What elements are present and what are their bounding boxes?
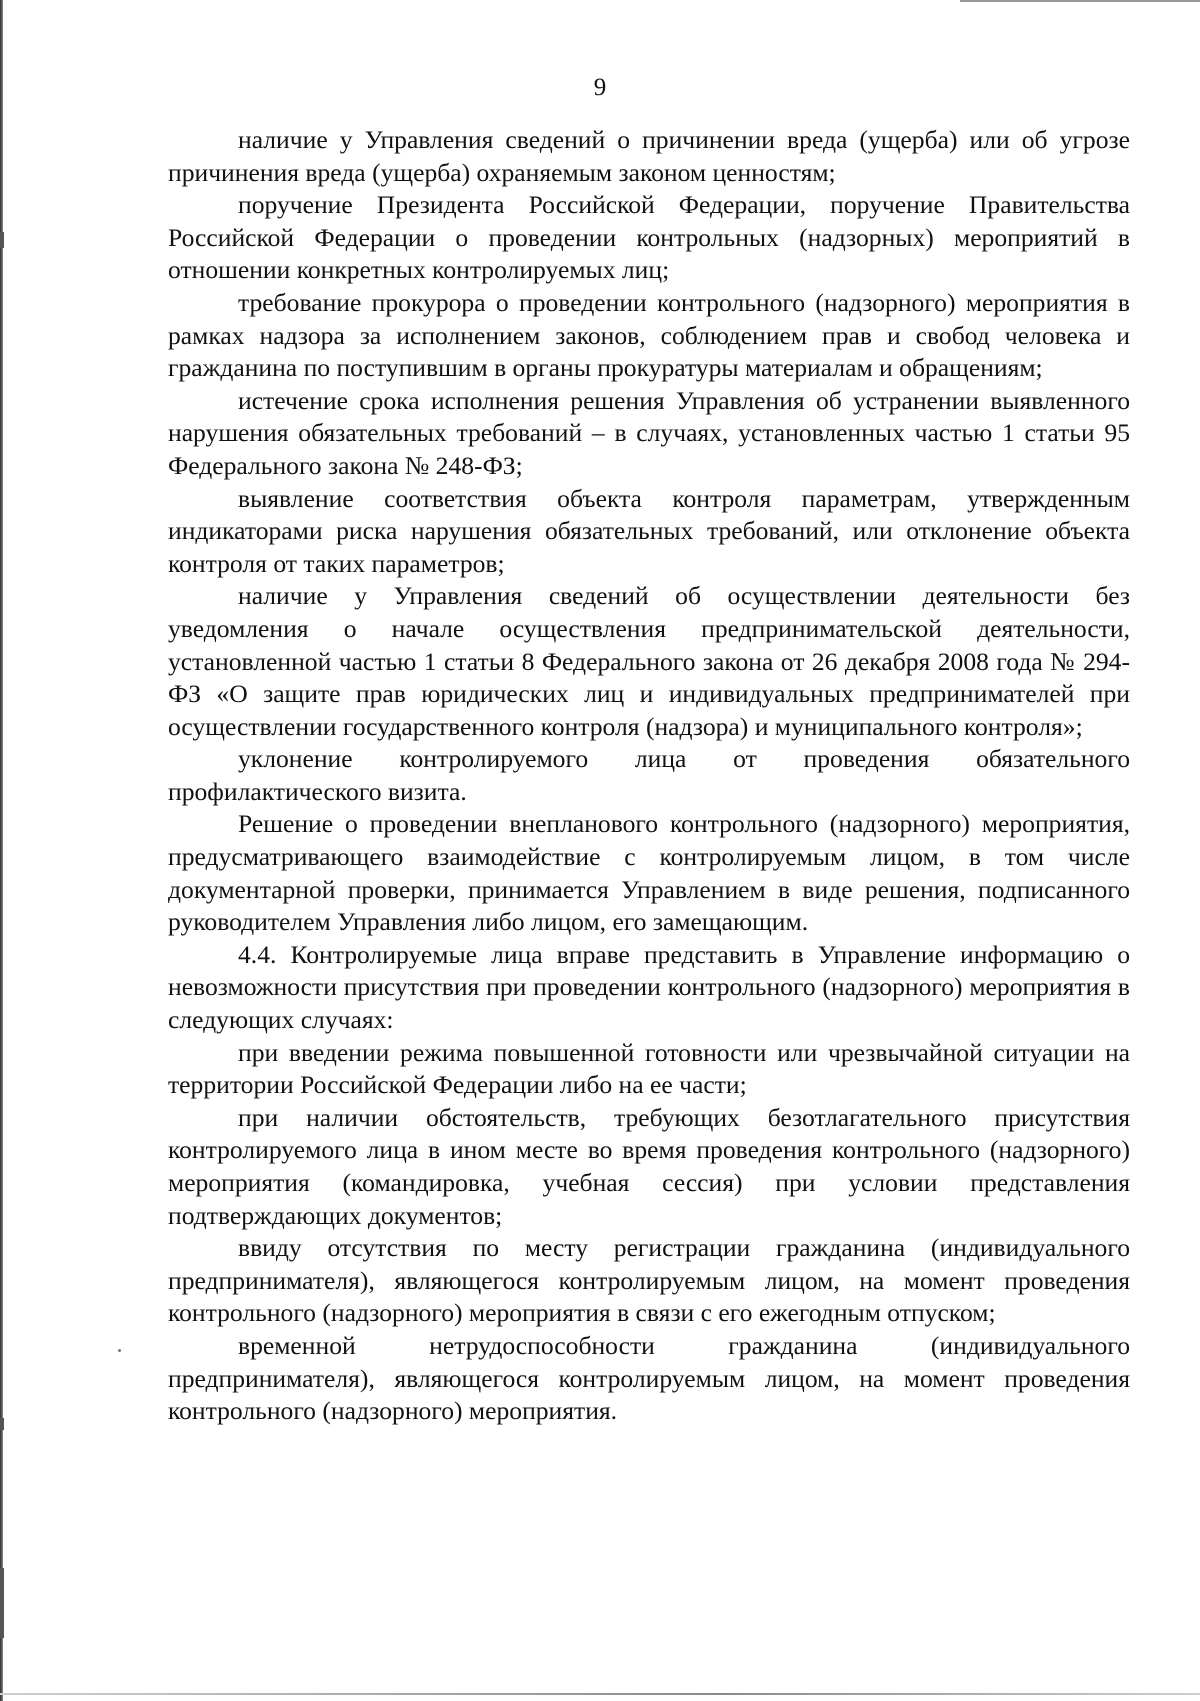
paragraph: истечение срока исполнения решения Управления об устранении выявленного нарушения обязательных требований – в случаях, установленных частью 1 статьи 95 Федерального закона № 248-ФЗ; — [168, 385, 1130, 480]
paragraph: Решение о проведении внепланового контрольного (надзорного) мероприятия, предусматривающего взаимодействие с контролируемым лицом, в том числе документарной проверки, принимается Управлением в виде решения, подписанного руководителем Управления либо лицом, его замещающим. — [168, 809, 1130, 937]
paragraph: наличие у Управления сведений о причинении вреда (ущерба) или об угрозе причинения вреда (ущерба) охраняемым законом ценностям; — [168, 125, 1130, 187]
paragraph: 4.4. Контролируемые лица вправе представить в Управление информацию о невозможности присутствия при проведении контрольного (надзорного) мероприятия в следующих случаях: — [168, 939, 1130, 1035]
document-body — [168, 124, 1130, 1428]
scan-edge-bottom — [0, 1693, 1200, 1695]
paragraph: наличие у Управления сведений об осуществлении деятельности без уведомления о начале осуществления предпринимательской деятельности, установленной частью 1 статьи 8 Федерального закона от 26 декабря 2008 года № 294-ФЗ «О защите прав юридических лиц и индивидуальных предпринимателей при осуществлении государственного контроля (надзора) и муниципального контроля»; — [168, 581, 1130, 741]
scan-edge-left — [0, 0, 3, 1701]
scan-mark — [0, 232, 4, 248]
scan-mark — [0, 1418, 4, 1430]
paragraph: поручение Президента Российской Федерации, поручение Правительства Российской Федерации о проведении контрольных (надзорных) мероприятий в отношении конкретных контролируемых лиц; — [168, 190, 1130, 285]
paragraph: ввиду отсутствия по месту регистрации гражданина (индивидуального предпринимателя), являющегося контролируемым лицом, на момент проведения контрольного (надзорного) мероприятия в связи с его ежегодным отпуском; — [168, 1233, 1130, 1328]
scan-mark — [0, 1568, 4, 1638]
paragraph: временной нетрудоспособности гражданина (индивидуального предпринимателя), являющегося контролируемым лицом, на момент проведения контрольного (надзорного) мероприятия. — [168, 1330, 1130, 1426]
paragraph: при наличии обстоятельств, требующих безотлагательного присутствия контролируемого лица в ином месте во время проведения контрольного (надзорного) мероприятия (командировка, учебная сессия) при условии представления подтверждающих документов; — [168, 1102, 1130, 1230]
scan-edge-top — [960, 0, 1200, 2]
page-number: 9 — [593, 74, 607, 101]
paragraph: требование прокурора о проведении контрольного (надзорного) мероприятия в рамках надзора за исполнением законов, соблюдением прав и свобод человека и гражданина по поступившим в органы прокуратуры материалам и обращениям; — [168, 287, 1130, 383]
paragraph: выявление соответствия объекта контроля параметрам, утвержденным индикаторами риска нарушения обязательных требований, или отклонение объекта контроля от таких параметров; — [168, 483, 1130, 578]
stray-dot — [118, 1349, 121, 1352]
paragraph: уклонение контролируемого лица от проведения обязательного профилактического визита. — [168, 744, 1130, 806]
paragraph: при введении режима повышенной готовности или чрезвычайной ситуации на территории Российской Федерации либо на ее части; — [168, 1037, 1130, 1100]
